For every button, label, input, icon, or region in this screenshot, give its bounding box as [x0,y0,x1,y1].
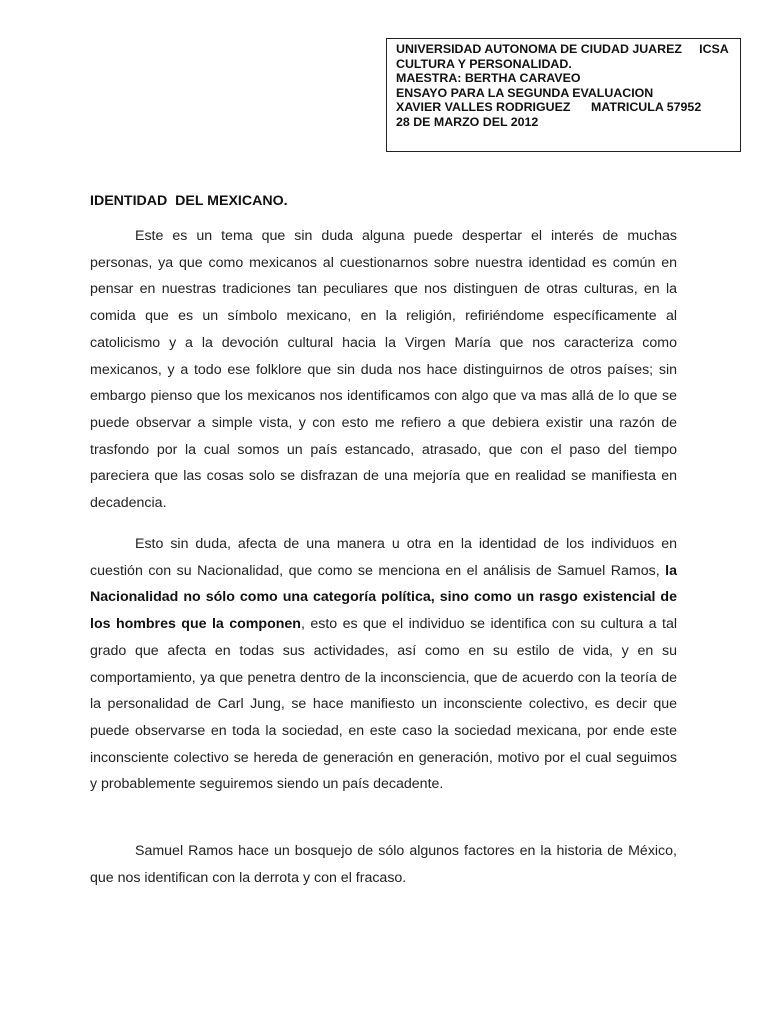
paragraph-2 [90,531,677,798]
header-date: 28 DE MARZO DEL 2012 [396,114,539,129]
header-university: UNIVERSIDAD AUTONOMA DE CIUDAD JUAREZ ICSA [396,42,729,56]
header-teacher: MAESTRA: BERTHA CARAVEO [396,71,581,85]
header-course: CULTURA Y PERSONALIDAD. [396,56,572,71]
paragraph-2-text-start: Esto sin duda, afecta de una manera u otra en la identidad de los individuos en cuestión con su Nacionalidad, que como se menciona en el análisis de Samuel Ramos, [90,536,677,579]
paragraph-2-text-end: , esto es que el individuo se identifica con su cultura a tal grado que afecta en todas sus actividades, así como en su estilo de vida, y en su comportamiento, ya que penetra dentro de la inconsciencia, que de acuerdo con la teoría de la personalidad de Carl Jung, se hace manifiesto un inconsciente colectivo, es decir que puede observarse en toda la sociedad, en este caso la sociedad mexicana, por ende este inconsciente colectivo se hereda de generación en generación, motivo por el cual seguimos y probablemente seguiremos siendo un país decadente. [90,616,677,793]
header-student: XAVIER VALLES RODRIGUEZ MATRICULA 57952 [396,100,702,114]
paragraph-1: Este es un tema que sin duda alguna puede despertar el interés de muchas personas, ya que como mexicanos al cuestionarnos sobre nuestra identidad es común en pensar en nuestras tradiciones tan peculiares que nos distinguen de otras culturas, en la comida que es un símbolo mexicano, en la religión, refiriéndome específicamente al catolicismo y a la devoción cultural hacia la Virgen María que nos caracteriza como mexicanos, y a todo ese folklore que sin duda nos hace distinguirnos de otros países; sin embargo pienso que los mexicanos nos identificamos con algo que va mas allá de lo que se puede observar a simple vista, y con esto me refiero a que debiera existir una razón de trasfondo por la cual somos un país estancado, atrasado, que con el paso del tiempo pareciera que las cosas solo se disfrazan de una mejoría que en realidad se manifiesta en decadencia. [90,228,677,512]
header-assignment: ENSAYO PARA LA SEGUNDA EVALUACION [396,85,654,100]
header-box [386,38,741,152]
paragraph-3: Samuel Ramos hace un bosquejo de sólo algunos factores en la historia de México, que nos identifican con la derrota y con el fracaso. [90,843,677,886]
paragraph-2-bold-quote: la Nacionalidad no sólo como una categoría política, sino como un rasgo existencial de los hombres que la componen [90,562,677,633]
essay-title: IDENTIDAD DEL MEXICANO. [90,193,288,209]
